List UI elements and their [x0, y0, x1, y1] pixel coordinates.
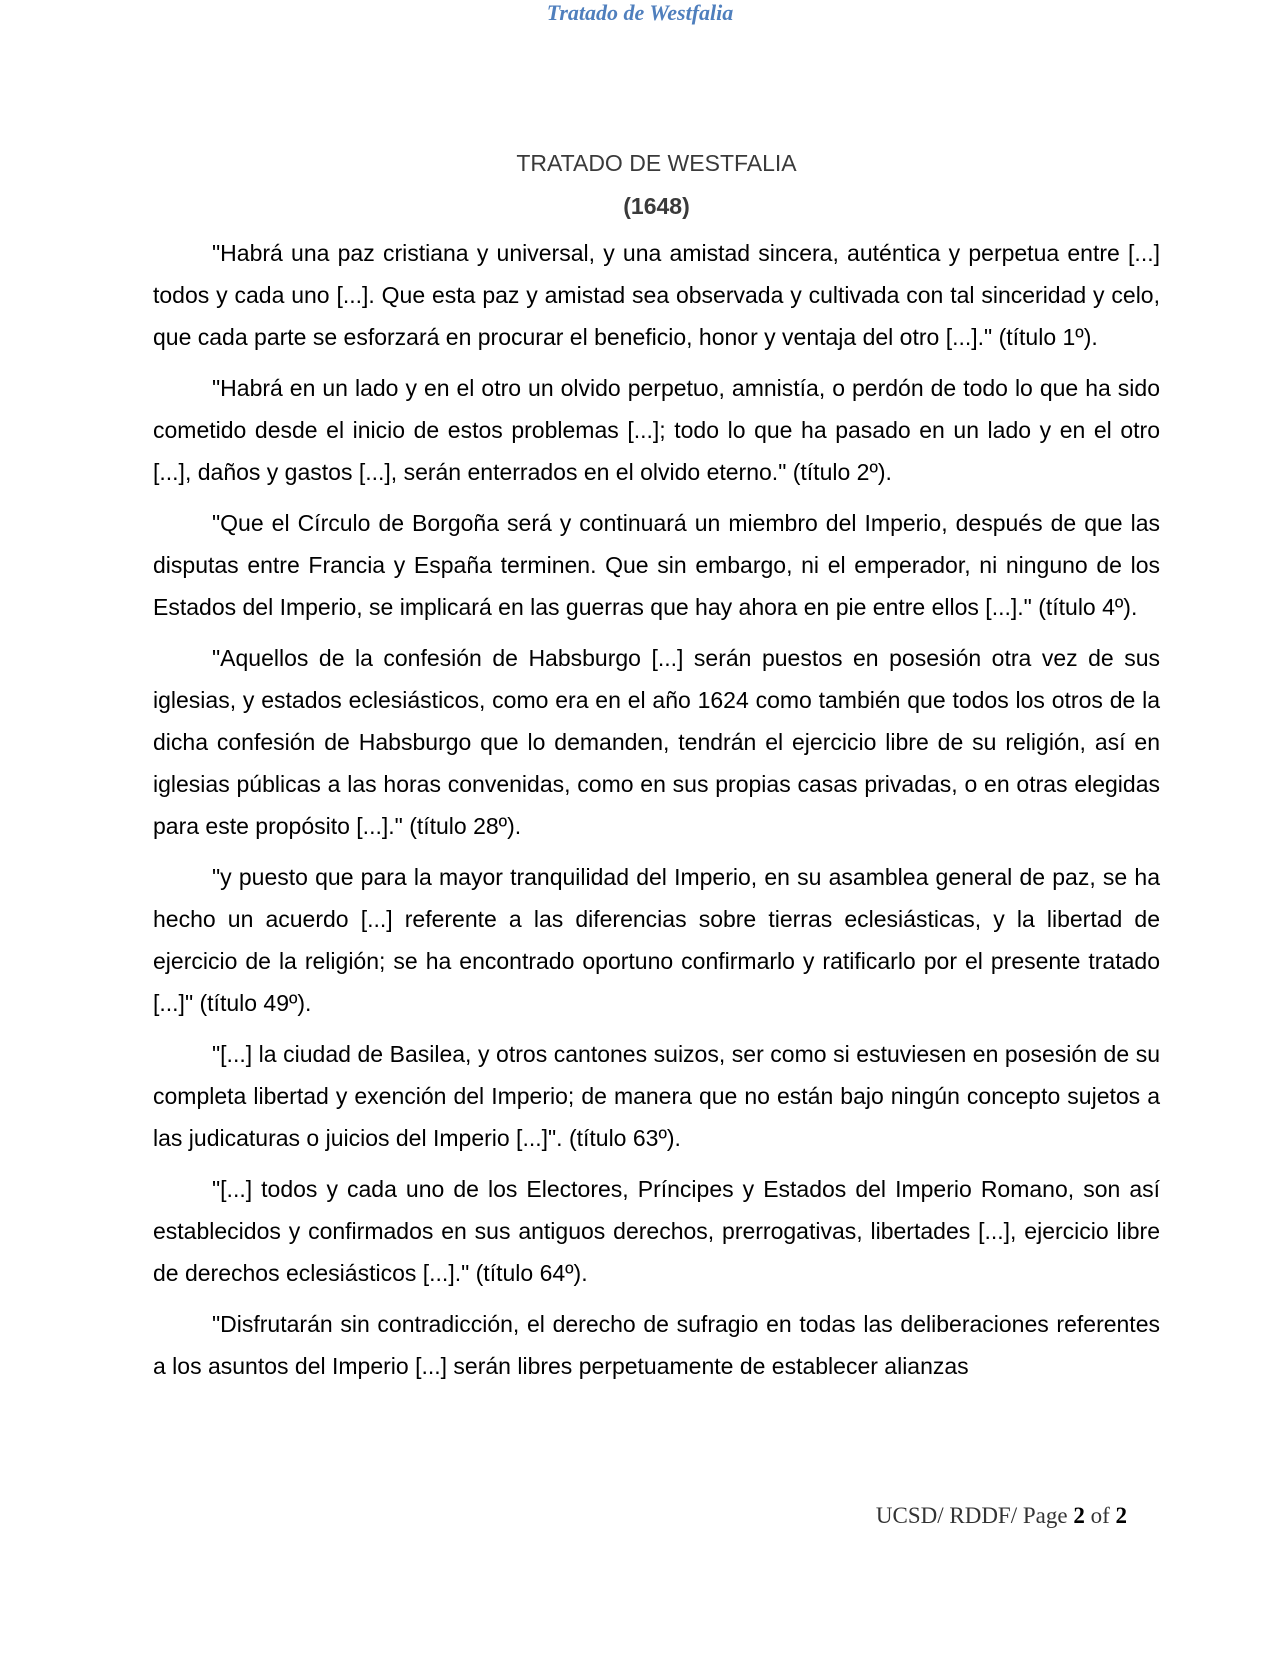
document-year: (1648) [623, 193, 690, 219]
paragraph-titulo-64: "[...] todos y cada uno de los Electores, Príncipes y Estados del Imperio Romano, son así establecidos y confirmados en sus antiguos derechos, prerrogativas, libertades [...], ejercicio libre de derechos eclesiásticos [...]." (título 64º). [153, 1176, 1160, 1286]
document-title: TRATADO DE WESTFALIA [516, 150, 797, 176]
footer-current-page: 2 [1073, 1503, 1085, 1528]
paragraph-titulo-49: "y puesto que para la mayor tranquilidad del Imperio, en su asamblea general de paz, se ha hecho un acuerdo [...] referente a las diferencias sobre tierras eclesiásticas, y la libertad de ejercicio de la religión; se ha encontrado oportuno confirmarlo y ratificarlo por el presente tratado [...]" (título 49º). [153, 864, 1160, 1016]
paragraph-titulo-2: "Habrá en un lado y en el otro un olvido perpetuo, amnistía, o perdón de todo lo que ha sido cometido desde el inicio de estos problemas [...]; todo lo que ha pasado en un lado y en el otro [...], daños y gastos [...], serán enterrados en el olvido eterno." (título 2º). [153, 375, 1160, 485]
footer-total-pages: 2 [1115, 1503, 1127, 1528]
paragraph-titulo-1: "Habrá una paz cristiana y universal, y una amistad sincera, auténtica y perpetua entre [...] todos y cada uno [...]. Que esta paz y amistad sea observada y cultivada con tal sinceridad y celo, que cada parte se esforzará en procurar el beneficio, honor y ventaja del otro [...]." (título 1º). [153, 240, 1160, 350]
paragraph-titulo-28: "Aquellos de la confesión de Habsburgo [...] serán puestos en posesión otra vez de sus iglesias, y estados eclesiásticos, como era en el año 1624 como también que todos los otros de la dicha confesión de Habsburgo que lo demanden, tendrán el ejercicio libre de su religión, así en iglesias públicas a las horas convenidas, como en sus propias casas privadas, o en otras elegidas para este propósito [...]." (título 28º). [153, 645, 1160, 839]
paragraph-sufragio: "Disfrutarán sin contradicción, el derecho de sufragio en todas las deliberaciones referentes a los asuntos del Imperio [...] serán libres perpetuamente de establecer alianzas [153, 1311, 1160, 1379]
running-header-title: Tratado de Westfalia [546, 0, 734, 25]
page-footer [876, 1502, 1127, 1530]
paragraph-titulo-4: "Que el Círculo de Borgoña será y continuará un miembro del Imperio, después de que las disputas entre Francia y España terminen. Que sin embargo, ni el emperador, ni ninguno de los Estados del Imperio, se implicará en las guerras que hay ahora en pie entre ellos [...]." (título 4º). [153, 510, 1160, 620]
footer-of-label: of [1084, 1503, 1116, 1528]
document-body [153, 146, 1160, 1396]
paragraph-titulo-63: "[...] la ciudad de Basilea, y otros cantones suizos, ser como si estuviesen en posesión de su completa libertad y exención del Imperio; de manera que no están bajo ningún concepto sujetos a las judicaturas o juicios del Imperio [...]". (título 63º). [153, 1041, 1160, 1151]
footer-prefix: UCSD/ RDDF/ Page [875, 1503, 1074, 1528]
